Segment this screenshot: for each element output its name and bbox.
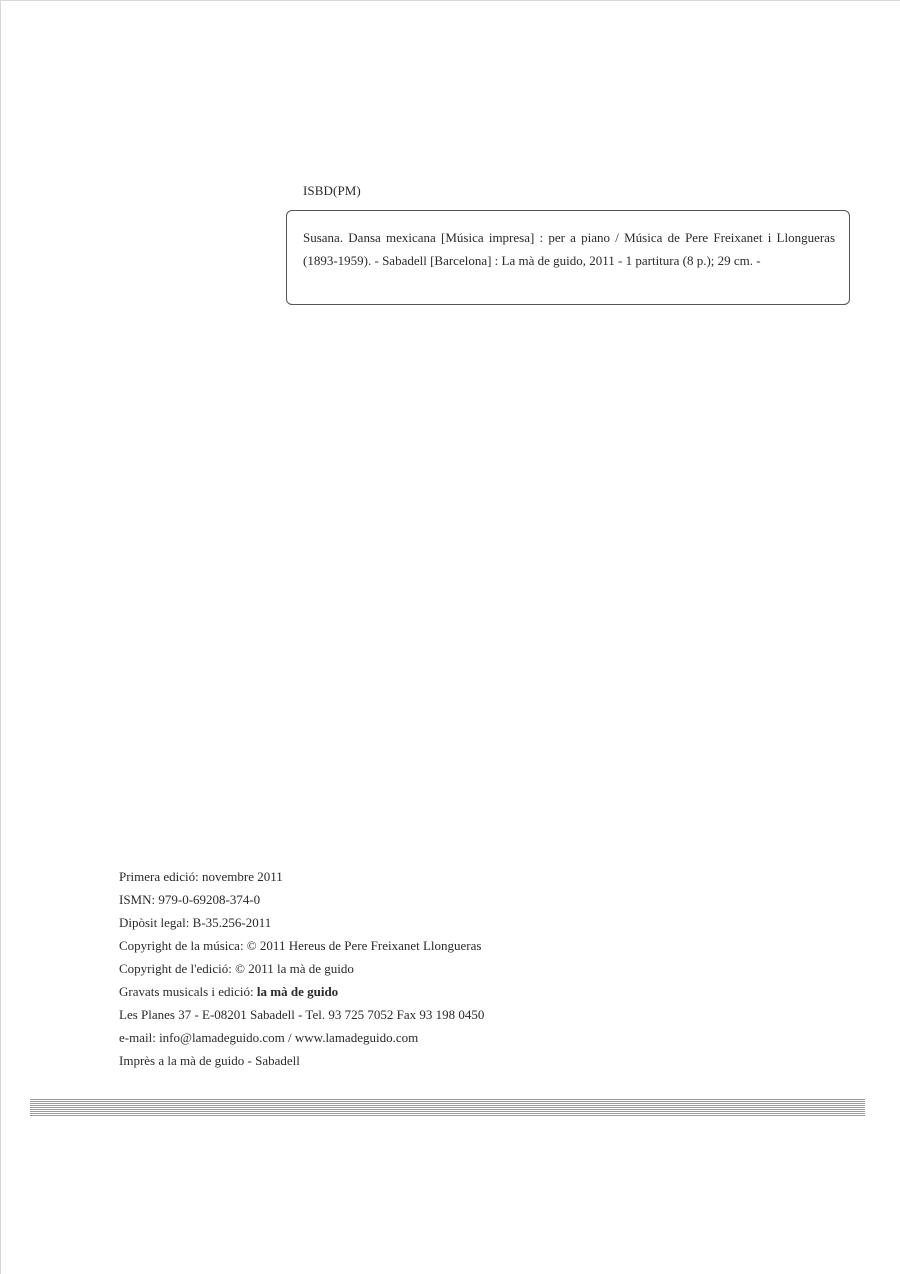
publisher-name: la mà de guido: [256, 984, 339, 999]
copyright-music-line: Copyright de la música: © 2011 Hereus de Pere Freixanet Llongueras: [119, 938, 482, 953]
engraving-line: [119, 980, 484, 1003]
copyright-edition-line: Copyright de l'edició: © 2011 la mà de guido: [119, 961, 354, 976]
printed-line: Imprès a la mà de guido - Sabadell: [119, 1053, 300, 1068]
decorative-rule: [30, 1099, 865, 1116]
legal-deposit-line: Dipòsit legal: B-35.256-2011: [119, 915, 272, 930]
isbd-record-text: Susana. Dansa mexicana [Música impresa] : per a piano / Música de Pere Freixanet i Llongueras (1893-1959). - Sabadell [Barcelona] : La mà de guido, 2011 - 1 partitura (8 p.); 29 cm. -: [303, 230, 835, 268]
colophon: [119, 865, 484, 1072]
engraving-prefix: Gravats musicals i edició:: [119, 984, 257, 999]
ismn-line: ISMN: 979-0-69208-374-0: [119, 892, 261, 907]
address-line: Les Planes 37 - E-08201 Sabadell - Tel. 93 725 7052 Fax 93 198 0450: [119, 1007, 485, 1022]
edition-line: Primera edició: novembre 2011: [119, 869, 283, 884]
isbd-label: ISBD(PM): [303, 183, 361, 198]
isbd-record-box: [286, 210, 850, 305]
contact-line: e-mail: info@lamadeguido.com / www.lamadeguido.com: [119, 1030, 419, 1045]
